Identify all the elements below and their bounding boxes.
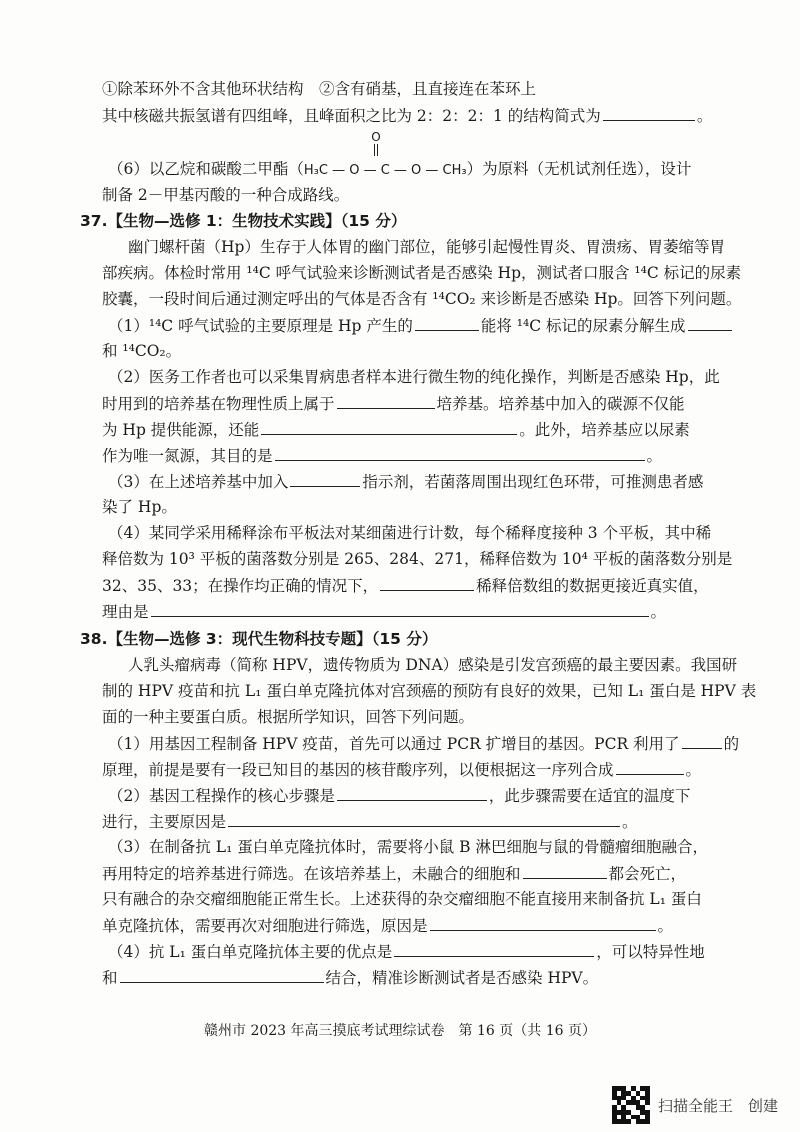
answer-blank[interactable] (337, 784, 487, 801)
q38-3-text-c: 都会死亡， (608, 865, 687, 883)
answer-blank[interactable] (394, 940, 594, 957)
q38-3-line-3: 只有融合的杂交瘤细胞能正常生长。上述获得的杂交瘤细胞不能直接用来制备抗 L₁ 蛋白 (102, 890, 702, 908)
double-bond (374, 144, 378, 156)
synthesis-question-line (108, 158, 740, 182)
q37-3-line-2: 染了 Hp。 (102, 498, 177, 516)
q38-stem-3: 面的一种主要蛋白质。根据所学知识，回答下列问题。 (102, 708, 475, 726)
structure-question-text: 其中核磁共振氢谱有四组峰，且峰面积之比为 2：2：2：1 的结构简式为 (102, 107, 601, 125)
q37-2-text-f: 作为唯一氮源，其目的是 (102, 447, 273, 465)
period: 。 (646, 447, 663, 465)
q38-heading: 38.【生物—选修 3：现代生物科技专题】（15 分） (80, 630, 438, 648)
answer-blank[interactable] (337, 392, 435, 409)
period: 。 (650, 603, 667, 621)
q38-4-line-2 (102, 966, 740, 989)
qr-code-icon (612, 1086, 650, 1124)
q38-3-line-2 (102, 862, 740, 885)
oxygen-label: O (371, 130, 381, 144)
q37-1-text-a: （1）¹⁴C 呼气试验的主要原理是 Hp 产生的 (108, 317, 413, 335)
q37-3-text-b: 指示剂，若菌落周围出现红色环带，可推测患者感 (362, 473, 704, 491)
q37-2-line-3 (102, 418, 740, 441)
q38-4-line (108, 940, 740, 963)
q38-2-line-2 (102, 810, 740, 833)
answer-blank[interactable] (275, 444, 645, 461)
q38-3-line-4 (102, 914, 740, 937)
answer-blank[interactable] (261, 418, 517, 435)
q38-stem-2: 制的 HPV 疫苗和抗 L₁ 蛋白单克隆抗体对宫颈癌的预防有良好的效果，已知 L₁ 蛋白是 HPV 表 (102, 682, 757, 700)
q37-heading: 37.【生物—选修 1：生物技术实践】（15 分） (80, 212, 407, 230)
q37-stem-2: 部疾病。体检时常用 ¹⁴C 呼气试验来诊断测试者是否感染 Hp，测试者口服含 ¹⁴C 标记的尿素 (102, 264, 742, 282)
q38-4-text-c: 和 (102, 969, 118, 987)
watermark-text: 扫描全能王 创建 (657, 1096, 778, 1115)
q37-4-line-1: （4）某同学采用稀释涂布平板法对某细菌进行计数，每个稀释度接种 3 个平板，其中稀 (108, 524, 712, 542)
q38-1-text-c: 原理，前提是要有一段已知目的基因的核苷酸序列，以便根据这一序列合成 (102, 761, 614, 779)
q38-stem-1: 人乳头瘤病毒（简称 HPV，遗传物质为 DNA）感染是引发宫颈癌的最主要因素。我国研 (128, 656, 738, 674)
q38-1-line (108, 732, 740, 755)
q38-4-text-d: 结合，精准诊断测试者是否感染 HPV。 (325, 969, 599, 987)
q37-stem-3: 胶囊，一段时间后通过测定呼出的气体是否含有 ¹⁴CO₂ 来诊断是否感染 Hp。回答下列问题。 (102, 290, 742, 308)
q37-2-line-1: （2）医务工作者也可以采集胃病患者样本进行微生物的纯化操作，判断是否感染 Hp，此 (108, 368, 720, 386)
period: 。 (657, 917, 674, 935)
answer-blank[interactable] (151, 600, 649, 617)
period: 。 (685, 761, 702, 779)
answer-blank[interactable] (603, 104, 695, 121)
q37-2-line-4 (102, 444, 740, 467)
period: 。 (696, 107, 713, 125)
q38-4-text-b: ，可以特异性地 (596, 943, 705, 961)
answer-blank[interactable] (380, 574, 474, 591)
q38-4-text-a: （4）抗 L₁ 蛋白单克隆抗体主要的优点是 (108, 943, 393, 961)
q37-stem-1: 幽门螺杆菌（Hp）生存于人体胃的幽门部位，能够引起慢性胃炎、胃溃疡、胃萎缩等胃 (128, 238, 725, 256)
synthesis-text-a: （6）以乙烷和碳酸二甲酯（ (108, 160, 304, 178)
q37-1-line-2: 和 ¹⁴CO₂。 (102, 342, 182, 360)
page-footer: 赣州市 2023 年高三摸底考试理综试卷 第 16 页（共 16 页） (204, 1023, 596, 1039)
answer-blank[interactable] (120, 966, 324, 983)
q38-2-line (108, 784, 740, 807)
period: 。 (622, 813, 638, 831)
q37-4-line-4 (102, 600, 740, 623)
q37-2-line-2 (102, 392, 740, 415)
q37-4-line-3 (102, 574, 740, 597)
q38-3-text-e: 单克隆抗体，需要再次对细胞进行筛选，原因是 (102, 917, 428, 935)
synthesis-question-line-2: 制备 2－甲基丙酸的一种合成路线。 (102, 186, 350, 204)
condition-line: ①除苯环外不含其他环状结构 ②含有硝基，且直接连在苯环上 (102, 80, 537, 98)
q38-2-text-b: ，此步骤需要在适宜的温度下 (488, 787, 691, 805)
synthesis-text-b: ）为原料（无机试剂任选），设计 (466, 160, 692, 178)
answer-blank[interactable] (415, 314, 479, 331)
q37-2-text-e: 。此外，培养基应以尿素 (519, 421, 690, 439)
q38-1-text-a: （1）用基因工程制备 HPV 疫苗，首先可以通过 PCR 扩增目的基因。PCR 利用了 (108, 735, 680, 753)
answer-blank[interactable] (682, 732, 722, 749)
answer-blank[interactable] (523, 862, 607, 879)
q38-1-text-b: 的 (723, 735, 740, 753)
q38-3-line-1: （3）在制备抗 L₁ 蛋白单克隆抗体时，需要将小鼠 B 淋巴细胞与鼠的骨髓瘤细胞融合， (108, 838, 708, 856)
answer-blank[interactable] (228, 810, 620, 827)
dimethyl-carbonate-formula: H₃C — O — C — O — CH₃ (303, 163, 467, 178)
q37-4-line-2: 释倍数为 10³ 平板的菌落数分别是 265、284、271，稀释倍数为 10⁴ 平板的菌落数分别是 (102, 550, 733, 568)
q37-1-text-b: 能将 ¹⁴C 标记的尿素分解生成 (480, 317, 686, 335)
q37-1-line (108, 314, 740, 337)
q37-3-text-a: （3）在上述培养基中加入 (108, 473, 289, 491)
scanner-watermark (612, 1086, 778, 1124)
q37-2-text-c: 培养基。培养基中加入的碳源不仅能 (436, 395, 685, 413)
answer-blank[interactable] (290, 470, 360, 487)
q37-4-text-c: 32、35、33；在操作均正确的情况下， (102, 577, 379, 595)
q37-2-text-d: 为 Hp 提供能源，还能 (102, 421, 260, 439)
answer-blank[interactable] (688, 314, 732, 331)
q37-4-text-e: 理由是 (102, 603, 149, 621)
answer-blank[interactable] (430, 914, 656, 931)
q38-3-text-b: 再用特定的培养基进行筛选。在该培养基上，未融合的细胞和 (102, 865, 521, 883)
q37-4-text-d: 稀释倍数组的数据更接近真实值， (476, 577, 709, 595)
carbonyl-oxygen (366, 130, 386, 156)
q38-2-text-c: 进行，主要原因是 (102, 813, 227, 831)
answer-blank[interactable] (616, 758, 684, 775)
structure-question-line (102, 104, 740, 127)
q37-3-line (108, 470, 740, 493)
q38-1-line-2 (102, 758, 740, 781)
q37-2-text-b: 时用到的培养基在物理性质上属于 (102, 395, 335, 413)
q38-2-text-a: （2）基因工程操作的核心步骤是 (108, 787, 335, 805)
